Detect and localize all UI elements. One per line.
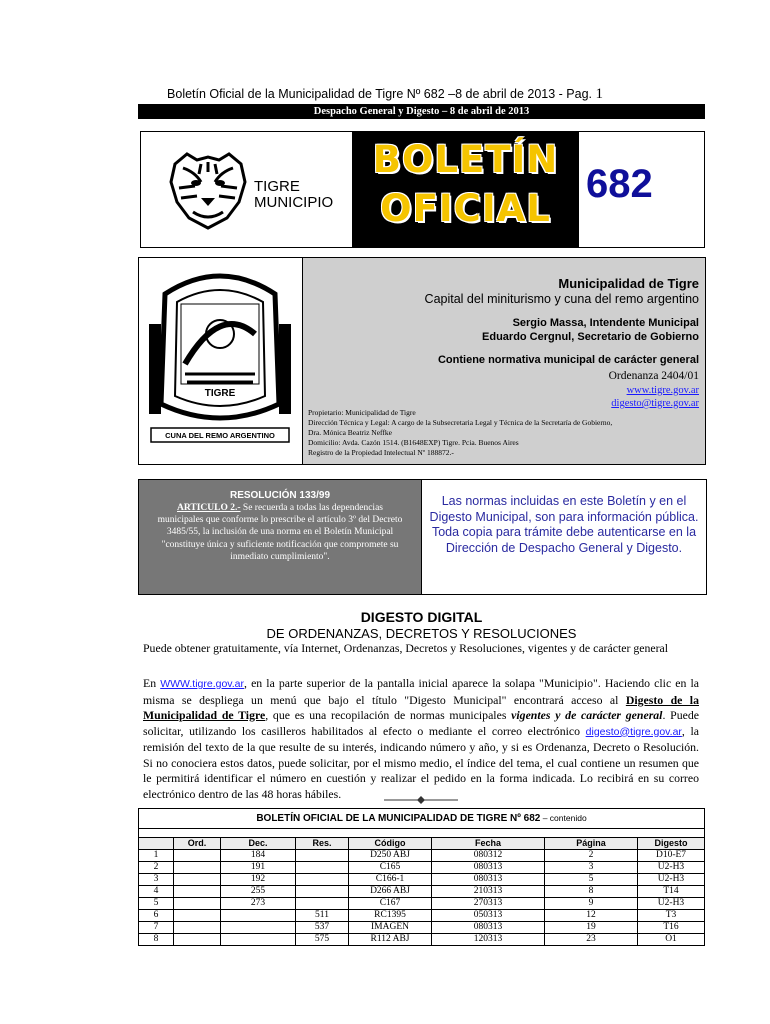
table-cell: U2-H3	[638, 862, 705, 874]
table-row	[139, 898, 705, 910]
boletin-title-box	[352, 132, 579, 247]
meta-direction: Dirección Técnica y Legal: A cargo de la Subsecretaria Legal y Técnica de la Secretaría de Gobierno,	[308, 418, 613, 427]
table-cell: 12	[545, 910, 638, 922]
table-cell: 210313	[432, 886, 545, 898]
table-cell: 4	[139, 886, 174, 898]
meta-registry: Registro de la Propiedad Intelectual Nº 188872.-	[308, 448, 454, 457]
resolution-box	[138, 479, 422, 595]
table-cell	[296, 862, 349, 874]
resolution-article	[153, 502, 407, 563]
municipality-tagline: Capital del miniturismo y cuna del remo argentino	[424, 292, 699, 306]
table-cell: 511	[296, 910, 349, 922]
publication-info	[302, 257, 706, 465]
table-cell	[174, 874, 221, 886]
table-cell: 8	[139, 934, 174, 946]
table-cell: 9	[545, 898, 638, 910]
article-text: Se recuerda a todas las dependencias municipales que conforme lo prescribe el artículo 3º del Decreto 3485/55, la inclusión de una norma en el Boletín Municipal "constituye única y suficiente notificación que compromete su inmediato cumplimiento".	[157, 503, 403, 562]
table-cell: 080313	[432, 874, 545, 886]
crest-band-text: CUNA DEL REMO ARGENTINO	[165, 431, 275, 440]
title-oficial: OFICIAL	[380, 187, 551, 230]
meta-owner: Propietario: Municipalidad de Tigre	[308, 408, 416, 417]
table-title-cell	[139, 809, 705, 829]
table-cell	[296, 850, 349, 862]
table-row	[139, 886, 705, 898]
table-cell: 575	[296, 934, 349, 946]
col-pagina: Página	[545, 838, 638, 850]
table-cell: 080312	[432, 850, 545, 862]
header-bar: Despacho General y Digesto – 8 de abril de 2013	[138, 104, 705, 119]
tiger-head-icon	[165, 150, 251, 232]
table-cell: T16	[638, 922, 705, 934]
page-header	[0, 86, 770, 103]
page-number: 1	[595, 86, 603, 102]
table-cell: U2-H3	[638, 874, 705, 886]
table-cell: 19	[545, 922, 638, 934]
email-link[interactable]: digesto@tigre.gov.ar	[611, 398, 699, 409]
table-cell: 184	[221, 850, 296, 862]
table-title-suffix: – contenido	[540, 813, 587, 823]
table-cell: 2	[139, 862, 174, 874]
table-cell	[221, 934, 296, 946]
table-cell: 1	[139, 850, 174, 862]
masthead	[140, 131, 705, 248]
table-cell: 255	[221, 886, 296, 898]
table-cell: D266 ABJ	[349, 886, 432, 898]
table-row	[139, 850, 705, 862]
table-row	[139, 862, 705, 874]
table-cell	[174, 862, 221, 874]
col-dec: Dec.	[221, 838, 296, 850]
table-cell	[174, 910, 221, 922]
table-cell: U2-H3	[638, 898, 705, 910]
mayor-name: Sergio Massa, Intendente Municipal	[512, 317, 699, 329]
title-boletin: BOLETÍN	[372, 138, 559, 181]
table-cell	[174, 898, 221, 910]
municipal-crest-icon	[145, 264, 295, 456]
table-row	[139, 874, 705, 886]
ordinance-ref: Ordenanza 2404/01	[608, 370, 699, 382]
table-cell: 2	[545, 850, 638, 862]
table-cell: 3	[545, 862, 638, 874]
public-info-note-box	[421, 479, 707, 595]
issue-number: 682	[586, 162, 653, 206]
tigre-logo	[141, 132, 353, 247]
table-cell	[174, 886, 221, 898]
table-cell	[174, 934, 221, 946]
table-row	[139, 934, 705, 946]
resolution-title: RESOLUCIÓN 133/99	[229, 490, 331, 501]
table-cell	[221, 922, 296, 934]
col-fecha: Fecha	[432, 838, 545, 850]
digesto-paragraph-2: En WWW.tigre.gov.ar, en la parte superior de la pantalla inicial aparece la solapa "Municipio". Haciendo clic en la misma se despliega un menú que bajo el título "Digesto Municipal" encontrará acceso al Digesto de la Municipalidad de Tigre, que es una recopilación de normas municipales vigentes y de carácter general. Puede solicitar, utilizando los casilleros habilitados al efecto o mediante el correo electrónico digesto@tigre.gov.ar, la remisión del texto de la que resulte de su interés, indicando número y año, y si es Ordenanza, Decreto o Resolución. Si no conociera estos datos, puede solicitar, por el mismo medio, el índice del tema, el cual contiene un resumen que le permitirá identificar el número en cuestión y realizar el pedido en la forma indicada. Lo recibirá en su correo electrónico dentro de las 48 horas hábiles.	[143, 676, 700, 801]
table-cell: D250 ABJ	[349, 850, 432, 862]
digesto-name: Digesto de la Municipalidad de Tigre	[143, 692, 699, 722]
table-cell: T3	[638, 910, 705, 922]
table-cell: 8	[545, 886, 638, 898]
table-cell: 080313	[432, 862, 545, 874]
table-body	[139, 850, 705, 946]
col-digesto: Digesto	[638, 838, 705, 850]
table-cell: 7	[139, 922, 174, 934]
table-cell	[221, 910, 296, 922]
table-cell: 273	[221, 898, 296, 910]
article-label: ARTICULO 2.-	[177, 503, 241, 513]
meta-director: Dra. Mónica Beatriz Neffke	[308, 428, 392, 437]
digesto-title: DIGESTO DIGITAL	[360, 609, 483, 625]
table-cell	[174, 922, 221, 934]
crest-box	[138, 257, 303, 465]
table-cell: RC1395	[349, 910, 432, 922]
table-cell: 191	[221, 862, 296, 874]
logo-text-municipio: MUNICIPIO	[254, 194, 334, 211]
table-cell	[174, 850, 221, 862]
website-link-inline[interactable]: WWW.tigre.gov.ar	[160, 678, 245, 690]
col-res: Res.	[296, 838, 349, 850]
table-cell: 270313	[432, 898, 545, 910]
table-cell	[296, 874, 349, 886]
table-cell: 3	[139, 874, 174, 886]
table-cell: 6	[139, 910, 174, 922]
table-cell: O1	[638, 934, 705, 946]
table-cell: 050313	[432, 910, 545, 922]
meta-address: Domicilio: Avda. Cazón 1514. (B1648EXP) Tigre. Pcia. Buenos Aires	[308, 438, 519, 447]
contents-table	[138, 808, 705, 946]
col-codigo: Código	[349, 838, 432, 850]
crest-emblem-text: TIGRE	[204, 388, 236, 399]
website-link[interactable]: www.tigre.gov.ar	[626, 385, 699, 396]
header-text: Boletín Oficial de la Municipalidad de Tigre Nº 682 –8 de abril de 2013 - Pag.	[167, 87, 596, 101]
table-cell	[296, 898, 349, 910]
email-link-inline[interactable]: digesto@tigre.gov.ar	[585, 725, 682, 738]
table-cell: 537	[296, 922, 349, 934]
table-header-row	[139, 838, 705, 850]
table-cell: C166-1	[349, 874, 432, 886]
normativa-text: Contiene normativa municipal de carácter general	[437, 354, 699, 366]
table-cell: R112 ABJ	[349, 934, 432, 946]
table-cell: 5	[545, 874, 638, 886]
table-cell	[296, 886, 349, 898]
table-cell: C167	[349, 898, 432, 910]
vigentes-text: vigentes y de carácter general	[511, 708, 663, 722]
table-cell: 080313	[432, 922, 545, 934]
table-cell: 23	[545, 934, 638, 946]
table-cell: T14	[638, 886, 705, 898]
table-title: BOLETÍN OFICIAL DE LA MUNICIPALIDAD DE TIGRE Nº 682	[256, 813, 541, 824]
table-row	[139, 910, 705, 922]
table-cell: 192	[221, 874, 296, 886]
col-index	[139, 838, 174, 850]
table-cell: IMAGEN	[349, 922, 432, 934]
divider-ornament	[384, 795, 458, 805]
digesto-paragraph-1: Puede obtener gratuitamente, vía Internet, Ordenanzas, Decretos y Resoluciones, vigentes y de carácter general	[143, 641, 669, 655]
table-cell: 120313	[432, 934, 545, 946]
table-row	[139, 922, 705, 934]
logo-text-tigre: TIGRE	[254, 178, 300, 195]
table-cell: 5	[139, 898, 174, 910]
secretary-name: Eduardo Cergnul, Secretario de Gobierno	[482, 331, 699, 343]
col-ord: Ord.	[174, 838, 221, 850]
digesto-subtitle: DE ORDENANZAS, DECRETOS Y RESOLUCIONES	[266, 626, 577, 641]
table-cell: C165	[349, 862, 432, 874]
municipality-name: Municipalidad de Tigre	[558, 276, 699, 291]
public-info-note: Las normas incluidas en este Boletín y en el Digesto Municipal, son para información pública. Toda copia para trámite debe autenticarse en la Dirección de Despacho General y Digesto.	[429, 494, 699, 555]
table-cell: D10-E7	[638, 850, 705, 862]
